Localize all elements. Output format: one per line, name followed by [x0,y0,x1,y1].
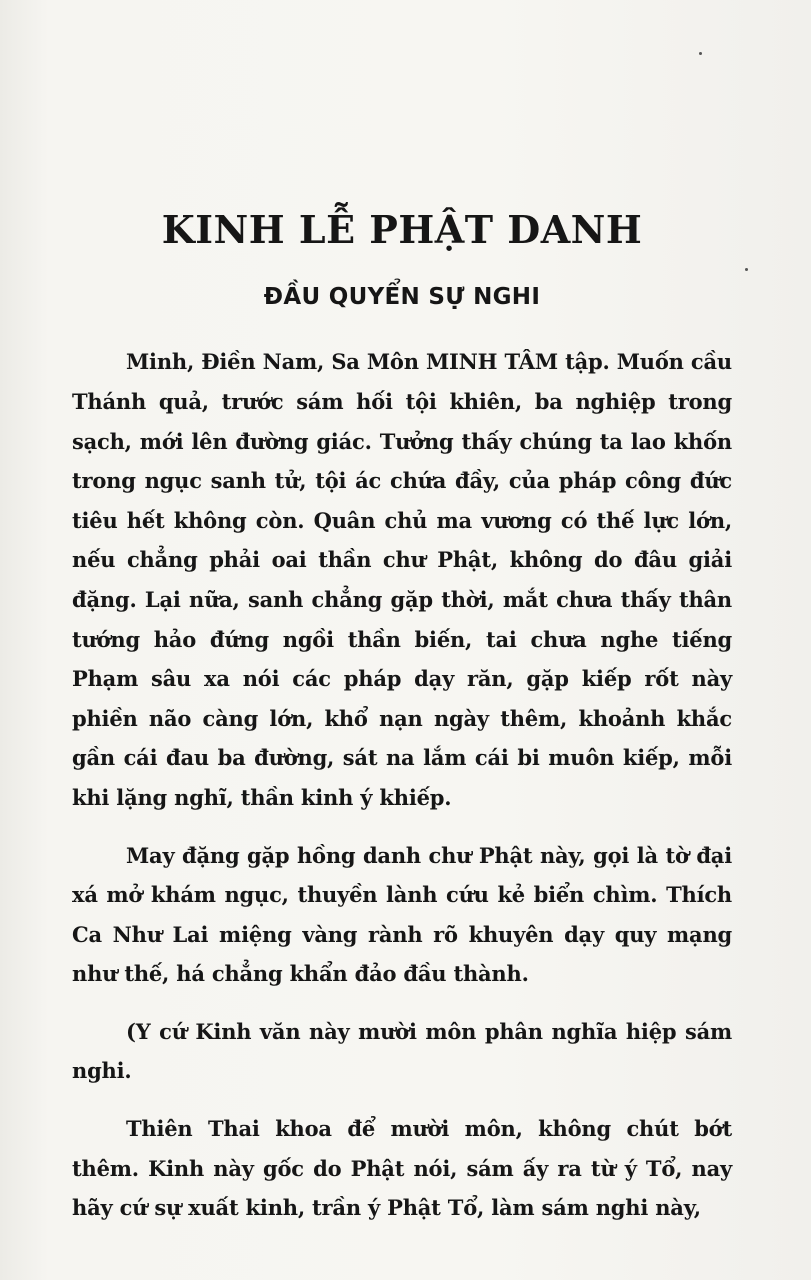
paragraph-2: May đặng gặp hồng danh chư Phật này, gọi là tờ đại xá mở khám ngục, thuyền lành cứu kẻ biển chìm. Thích Ca Như Lai miệng vàng rành rõ khuyên dạy quy mạng như thế, há chẳng khẩn đảo đầu thành. [72,842,732,987]
paragraph-1: Minh, Điền Nam, Sa Môn MINH TÂM tập. Muốn cầu Thánh quả, trước sám hối tội khiên, ba nghiệp trong sạch, mới lên đường giác. Tưởng thấy chúng ta lao khốn trong ngục sanh tử, tội ác chứa đầy, của pháp công đức tiêu hết không còn. Quân chủ ma vương có thế lực lớn, nếu chẳng phải oai thần chư Phật, không do đâu giải đặng. Lại nữa, sanh chẳng gặp thời, mắt chưa thấy thân tướng hảo đứng ngồi thần biến, tai chưa nghe tiếng Phạm sâu xa nói các pháp dạy răn, gặp kiếp rốt này phiền não càng lớn, khổ nạn ngày thêm, khoảnh khắc gần cái đau ba đường, sát na lắm cái bi muôn kiếp, mỗi khi lặng nghĩ, thần kinh ý khiếp. [72,349,732,810]
paragraph-4: Thiên Thai khoa để mười môn, không chút bớt thêm. Kinh này gốc do Phật nói, sám ấy ra từ ý Tổ, nay hãy cứ sự xuất kinh, trần ý Phật Tổ, làm sám nghi này, [72,1116,732,1221]
bleed-through-line [60,160,811,200]
speck [699,52,702,55]
chapter-title: KINH LỄ PHẬT DANH [161,207,643,252]
bleed-through-header [66,108,771,128]
speck [745,268,748,271]
page-content [72,205,732,1228]
section-subtitle: ĐẦU QUYỂN SỰ NGHI [263,284,541,311]
paragraph-3: (Y cứ Kinh văn này mười môn phân nghĩa hiệp sám nghi. [72,1018,732,1084]
